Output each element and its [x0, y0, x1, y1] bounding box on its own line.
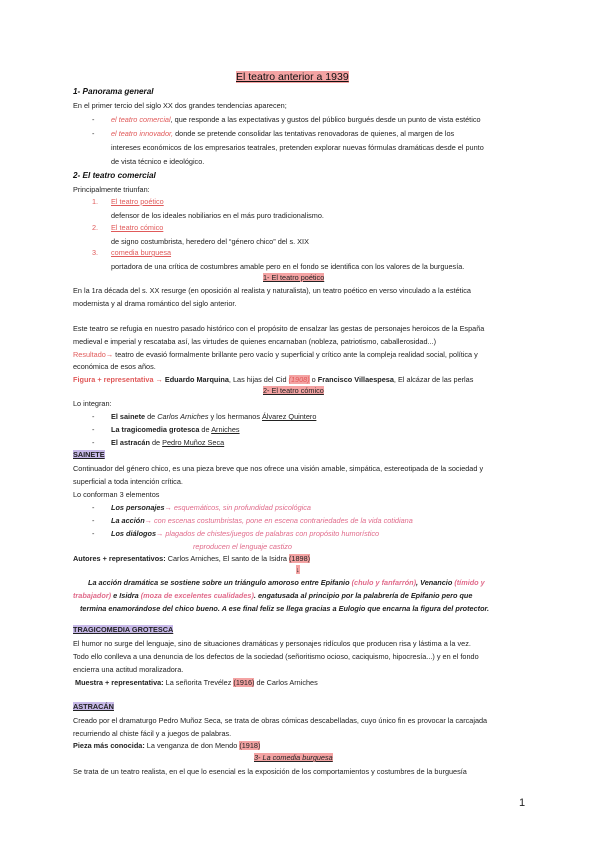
paragraph-line: recurriendo al chiste fácil y a juegos de palabras.	[73, 729, 232, 738]
inline-text: e Isidra	[111, 591, 141, 600]
paragraph-line: modernista y al drama romántico del siglo anterior.	[73, 299, 237, 308]
inline-bold: El astracán	[111, 438, 150, 447]
inline-note: trabajador)	[73, 591, 112, 600]
section-heading-panorama: 1- Panorama general	[73, 87, 154, 96]
list-number: 1.	[92, 197, 99, 206]
bullet-dash: -	[92, 516, 95, 525]
paragraph-line: medieval e imperial y rescataba así, las virtudes de quienes encarnaban (nobleza, patriotismo, caballerosidad...)	[73, 337, 437, 346]
inline-underline: Álvarez Quintero	[262, 412, 317, 421]
subsection-heading-comico	[263, 385, 324, 396]
paragraph-line: económica de esos años.	[73, 362, 156, 371]
element-label: Los personajes	[111, 503, 165, 512]
element-line	[111, 515, 413, 526]
paragraph-line: El humor no surge del lenguaje, sino de situaciones dramáticas y personajes ridículos que producen risa y lástima a la vez.	[73, 639, 471, 648]
section-tag-text: TRAGICOMEDIA GROTESCA	[73, 625, 174, 634]
paragraph-line: Lo integran:	[73, 399, 112, 408]
arrow-right-icon: →	[105, 350, 114, 359]
accion-line: termina enamorándose del chico bueno. A ese final feliz se llega gracias a Eulogio que encarna la figura del protector.	[80, 604, 490, 613]
inline-text: , Las hijas del Cid	[228, 375, 289, 384]
paragraph-line: Lo conforman 3 elementos	[73, 490, 160, 499]
element-text: → esquemáticos, sin profundidad psicológica	[164, 503, 311, 512]
inline-italic: Carlos Arniches	[157, 412, 209, 421]
bullet-dash: -	[92, 412, 95, 421]
inline-text: La acción dramática se sostiene sobre un triángulo amoroso entre Epifanio	[88, 578, 352, 587]
bullet-dash: -	[92, 129, 95, 138]
bullet-dash: -	[92, 425, 95, 434]
inline-text: de	[199, 425, 212, 434]
inline-text: La venganza de don Mendo	[144, 741, 240, 750]
bullet-text	[111, 128, 454, 139]
element-line	[111, 528, 379, 539]
element-text: → plagados de chistes/juegos de palabras con propósito humorístico	[156, 529, 380, 538]
page-number: 1	[519, 797, 526, 809]
inline-text: de	[145, 412, 158, 421]
resultado-text: teatro de evasió formalmente brillante pero vacío y superficial y crítico ante la compleja realidad social, política y	[113, 350, 478, 359]
arrow-down-glyph: ↓	[296, 565, 300, 574]
year-badge: (1918)	[239, 741, 261, 750]
year-badge: (1908)	[288, 375, 310, 384]
page-title-text: El teatro anterior a 1939	[236, 71, 349, 83]
inline-note: (chulo y fanfarrón)	[351, 578, 417, 587]
subsection-heading-text: 2- El teatro cómico	[263, 386, 324, 395]
subsection-heading-text: 3- La comedia burguesa	[254, 753, 333, 762]
page-title	[236, 72, 349, 83]
autores-label: Autores + representativos:	[73, 554, 166, 563]
inline-text: La señorita Trevélez	[163, 678, 234, 687]
element-label: La acción	[111, 516, 145, 525]
inline-note: (moza de excelentes cualidades)	[140, 591, 254, 600]
element-label: Los diálogos	[111, 529, 156, 538]
inline-underline: Arniches	[211, 425, 240, 434]
inline-text: . engatusada al principio por la palabrería de Epifanio pero que	[253, 591, 473, 600]
section-tag-text: SAINETE	[73, 450, 105, 459]
inline-bold: La tragicomedia grotesca	[111, 425, 200, 434]
list-item-desc: portadora de una crítica de costumbres amable pero en el fondo se identifica con los valores de la burguesía.	[111, 262, 465, 271]
term-teatro-innovador: el teatro innovador,	[111, 129, 174, 138]
accion-line	[88, 577, 485, 588]
bullet-dash: -	[92, 438, 95, 447]
inline-text: Carlos Arniches, El santo de la Isidra	[165, 554, 289, 563]
list-item-title: El teatro poético	[111, 197, 164, 206]
inline-text: de Carlos Arniches	[254, 678, 318, 687]
inline-text: de	[149, 438, 163, 447]
section-tag-text: ASTRACÁN	[73, 702, 114, 711]
bullet-dash: -	[92, 503, 95, 512]
section-tag-sainete	[73, 449, 105, 460]
paragraph-line: Este teatro se refugia en nuestro pasado histórico con el propósito de ensalzar las gestas de personajes heroicos de la España	[73, 324, 485, 333]
element-line	[111, 502, 311, 513]
paragraph-line: En el primer tercio del siglo XX dos grandes tendencias aparecen;	[73, 101, 287, 110]
bullet-item	[92, 128, 94, 139]
bullet-text	[111, 411, 316, 422]
muestra-line	[75, 677, 318, 688]
inline-text: , Venancio	[416, 578, 455, 587]
section-heading-comercial: 2- El teatro comercial	[73, 171, 156, 180]
list-item-desc: de signo costumbrista, heredero del “género chico” del s. XIX	[111, 237, 309, 246]
paragraph-line: En la 1ra década del s. XX resurge (en oposición al realista y naturalista), un teatro poético en verso vinculado a la estética	[73, 286, 471, 295]
paragraph-line: Continuador del género chico, es una pieza breve que nos ofrece una visión amable, simpática, estereotipada de la sociedad y	[73, 464, 484, 473]
element-text-cont: reproducen el lenguaje castizo	[193, 542, 292, 551]
subsection-heading-burguesa	[254, 752, 333, 763]
bullet-item	[92, 114, 94, 125]
figura-label: Figura + representativa →	[73, 375, 163, 384]
muestra-label: Muestra + representativa:	[75, 678, 164, 687]
section-tag-astracan	[73, 701, 114, 712]
bullet-text-cont: de vista técnico e ideológico.	[111, 157, 205, 166]
paragraph-line: superficial a toda intención crítica.	[73, 477, 183, 486]
arrow-down-icon	[296, 564, 300, 575]
pieza-line	[73, 740, 260, 751]
inline-text: , El alcázar de las perlas	[393, 375, 474, 384]
paragraph-line: Se trata de un teatro realista, en el que lo esencial es la exposición de los comportamientos y costumbres de la burguesía	[73, 767, 467, 776]
year-badge: (1898)	[288, 554, 311, 563]
bullet-text	[111, 424, 240, 435]
year-badge: (1916)	[233, 678, 255, 687]
list-number: 3.	[92, 248, 99, 257]
inline-underline: Pedro Muñoz Seca	[162, 438, 225, 447]
paragraph-line: encierra una actitud moralizadora.	[73, 665, 184, 674]
subsection-heading-poetico	[263, 272, 324, 283]
author-name: Eduardo Marquina	[162, 375, 229, 384]
list-number: 2.	[92, 223, 99, 232]
list-item-title: comedia burguesa	[111, 248, 172, 257]
paragraph-line: Todo ello conlleva a una denuncia de los defectos de la sociedad (señoritismo ocioso, caciquismo, hipocresía...) y en el fondo	[73, 652, 479, 661]
bullet-text-cont: intereses económicos de los empresarios teatrales, pretenden explorar nuevas fórmulas dramáticas desde el punto	[111, 143, 484, 152]
author-name: Francisco Villaespesa	[317, 375, 394, 384]
bullet-text-body: , que responde a las expectativas y gustos del público burgués desde un punto de vista estético	[170, 115, 481, 124]
term-teatro-comercial: el teatro comercial	[111, 115, 171, 124]
resultado-label: Resultado	[73, 350, 106, 359]
figura-line	[73, 374, 473, 385]
inline-text: o	[309, 375, 318, 384]
inline-bold: El sainete	[111, 412, 146, 421]
subsection-heading-text: 1- El teatro poético	[263, 273, 325, 282]
list-item-title: El teatro cómico	[111, 223, 164, 232]
resultado-line	[73, 349, 478, 360]
bullet-dash: -	[92, 115, 95, 124]
paragraph-line: Creado por el dramaturgo Pedro Muñoz Seca, se trata de obras cómicas descabelladas, cuyo único fin es provocar la carcajada	[73, 716, 488, 725]
pieza-label: Pieza más conocida:	[73, 741, 145, 750]
bullet-text-body: donde se pretende consolidar las tentativas renovadoras de quienes, al margen de los	[173, 129, 455, 138]
section-tag-tragicomedia	[73, 624, 173, 635]
autores-line	[73, 553, 310, 564]
paragraph-line: Principalmente triunfan:	[73, 185, 150, 194]
inline-text: y los hermanos	[208, 412, 263, 421]
inline-note: (tímido y	[454, 578, 485, 587]
accion-line	[73, 590, 472, 601]
bullet-dash: -	[92, 529, 95, 538]
list-item-desc: defensor de los ideales nobiliarios en el más puro tradicionalismo.	[111, 211, 324, 220]
bullet-text	[111, 114, 481, 125]
element-text: → con escenas costumbristas, pone en escena contrariedades de la vida cotidiana	[144, 516, 413, 525]
bullet-text	[111, 437, 224, 448]
